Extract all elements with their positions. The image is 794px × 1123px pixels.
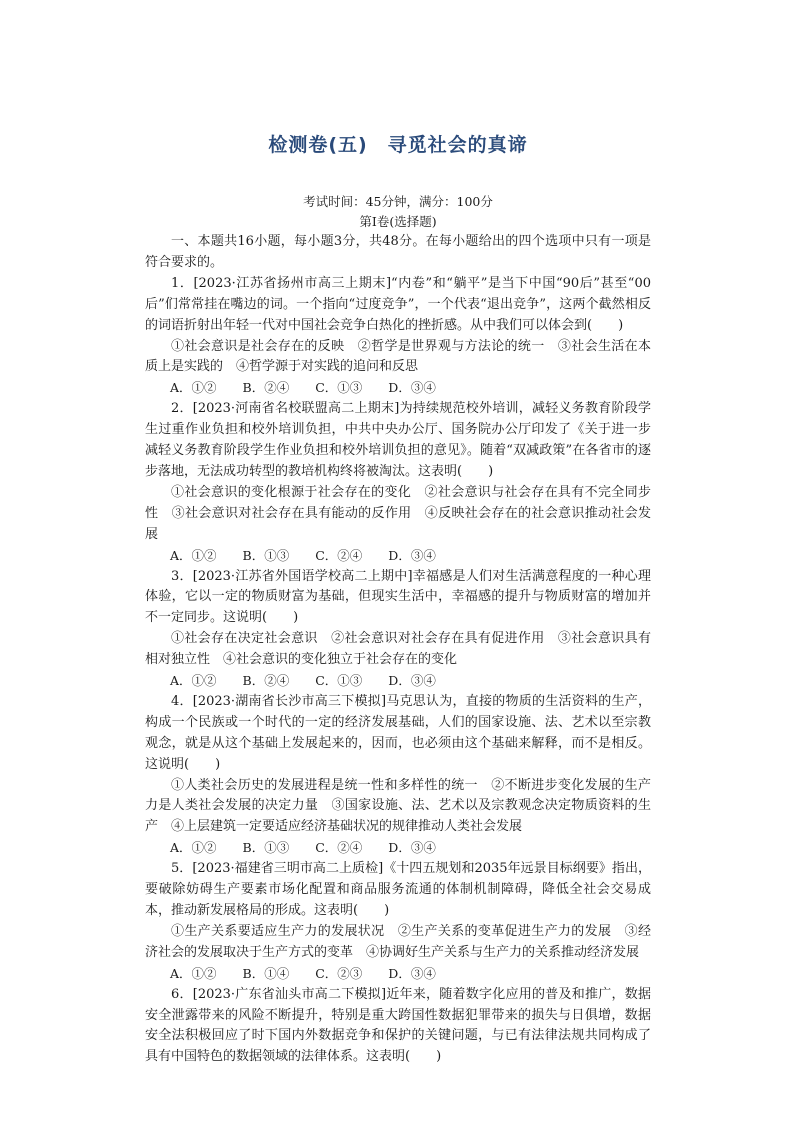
question-5 xyxy=(145,859,651,984)
question-stem: 6．[2023·广东省汕头市高二下模拟]近年来，随着数字化应用的普及和推广，数据安全泄露带来的风险不断提升，特别是重大跨国性数据犯罪带来的损失与日俱增，数据安全法积极回应了时下国内外数据竞争和保护的关键问题，与已有法律法规共同构成了具有中国特色的数据领域的法律体系。这表明( ) xyxy=(145,986,651,1065)
option-d: D．③④ xyxy=(388,547,436,563)
question-items: ①社会意识是社会存在的反映 ②哲学是世界观与方法论的统一 ③社会生活在本质上是实践的 ④哲学源于对实践的追问和反思 xyxy=(145,338,651,375)
exam-info: 考试时间：45分钟，满分：100分 xyxy=(303,194,493,209)
question-4 xyxy=(145,692,651,859)
option-d: D．③④ xyxy=(388,673,436,689)
option-a: A．①② xyxy=(170,547,217,563)
question-items: ①人类社会历史的发展进程是统一性和多样性的统一 ②不断进步变化发展的生产力是人类社会发展的决定力量 ③国家设施、法、艺术以及宗教观念决定物质资料的生产 ④上层建筑一定要适应经济基础状况的规律推动人类社会发展 xyxy=(145,777,651,835)
question-1 xyxy=(145,274,651,399)
answer-options xyxy=(145,546,651,567)
section-title: 第Ⅰ卷(选择题) xyxy=(359,214,437,229)
answer-options xyxy=(145,964,651,985)
option-c: C．①③ xyxy=(315,380,363,396)
question-items: ①社会存在决定社会意识 ②社会意识对社会存在具有促进作用 ③社会意识具有相对独立性 ④社会意识的变化独立于社会存在的变化 xyxy=(145,631,651,668)
page-title: 检测卷(五) 寻觅社会的真谛 xyxy=(268,134,528,156)
option-c: C．②④ xyxy=(315,547,363,563)
option-a: A．①② xyxy=(170,380,217,396)
option-d: D．③④ xyxy=(388,965,436,981)
question-stem: 5．[2023·福建省三明市高二上质检]《十四五规划和2035年远景目标纲要》指出，要破除妨碍生产要素市场化配置和商品服务流通的体制机制障碍，降低全社会交易成本，推动新发展格局的形成。这表明( ) xyxy=(145,861,651,918)
option-a: A．①② xyxy=(170,840,217,856)
option-b: B．②④ xyxy=(242,673,290,689)
option-c: C．②④ xyxy=(315,840,363,856)
option-b: B．①③ xyxy=(242,840,290,856)
option-d: D．③④ xyxy=(388,840,436,856)
option-c: C．②③ xyxy=(315,965,363,981)
question-items: ①生产关系要适应生产力的发展状况 ②生产关系的变革促进生产力的发展 ③经济社会的发展取决于生产方式的变革 ④协调好生产关系与生产力的关系推动经济发展 xyxy=(145,923,651,960)
option-b: B．①③ xyxy=(242,547,290,563)
question-stem: 4．[2023·湖南省长沙市高三下模拟]马克思认为，直接的物质的生活资料的生产，构成一个民族或一个时代的一定的经济发展基础，人们的国家设施、法、艺术以至宗教观念，就是从这个基础上发展起来的，因而，也必须由这个基础来解释，而不是相反。这说明( ) xyxy=(145,693,651,772)
answer-options xyxy=(145,838,651,859)
option-b: B．②④ xyxy=(242,380,290,396)
question-stem: 1．[2023·江苏省扬州市高三上期末]“内卷”和“躺平”是当下中国“90后”甚至“00后”们常常挂在嘴边的词。一个指向“过度竞争”，一个代表“退出竞争”，这两个截然相反的词语折射出年轻一代对中国社会竞争白热化的挫折感。从中我们可以体会到( ) xyxy=(145,275,651,333)
option-b: B．①④ xyxy=(242,965,290,981)
question-stem: 2．[2023·河南省名校联盟高二上期末]为持续规范校外培训，减轻义务教育阶段学生过重作业负担和校外培训负担，中共中央办公厅、国务院办公厅印发了《关于进一步减轻义务教育阶段学生作业负担和校外培训负担的意见》。随着“双减政策”在各省市的逐步落地，无法成功转型的教培机构终将被淘汰。这表明( ) xyxy=(145,401,651,479)
option-a: A．①② xyxy=(170,965,217,981)
option-c: C．①③ xyxy=(315,673,363,689)
question-stem: 3．[2023·江苏省外国语学校高二上期中]幸福感是人们对生活满意程度的一种心理体验，它以一定的物质财富为基础，但现实生活中，幸福感的提升与物质财富的增加并不一定同步。这说明( ) xyxy=(145,568,651,626)
question-3 xyxy=(145,567,651,692)
instructions: 一、本题共16小题，每小题3分，共48分。在每小题给出的四个选项中只有一项是符合要求的。 xyxy=(145,234,651,270)
answer-options xyxy=(145,378,651,399)
option-d: D．③④ xyxy=(388,380,436,396)
question-2 xyxy=(145,399,651,566)
option-a: A．①② xyxy=(170,673,217,689)
exam-page xyxy=(145,130,651,1068)
question-items: ①社会意识的变化根源于社会存在的变化 ②社会意识与社会存在具有不完全同步性 ③社会意识对社会存在具有能动的反作用 ④反映社会存在的社会意识推动社会发展 xyxy=(145,484,651,542)
answer-options xyxy=(145,671,651,692)
question-6 xyxy=(145,985,651,1069)
